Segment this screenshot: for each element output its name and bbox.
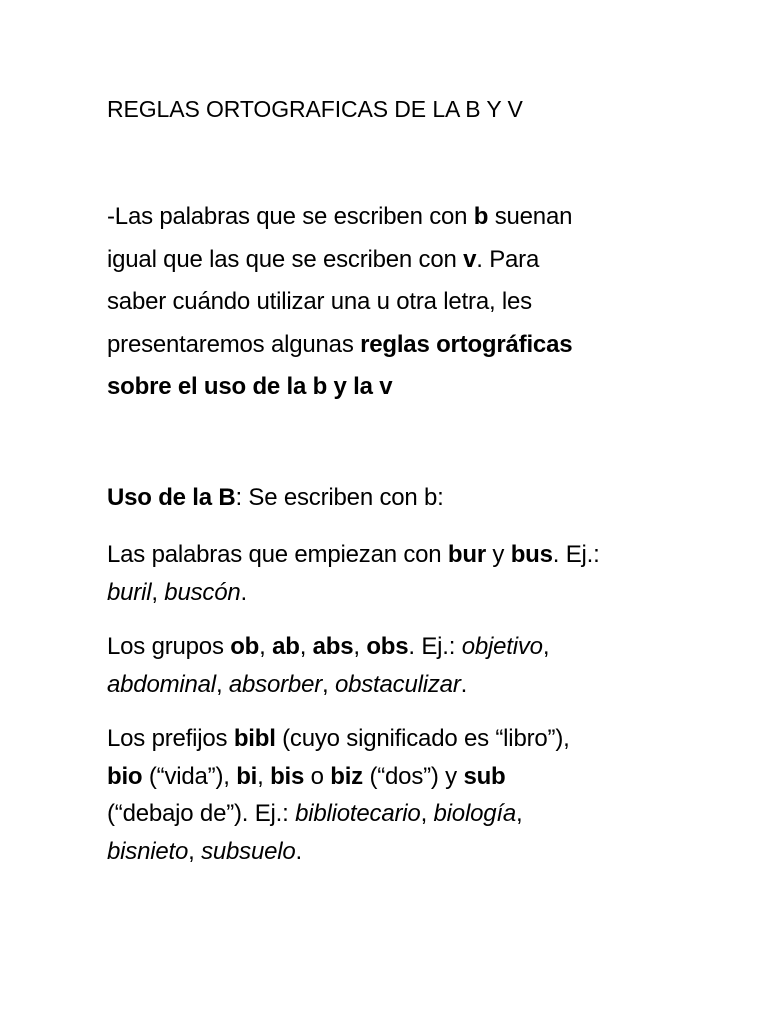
text-run: saber cuándo utilizar una u otra letra, les (107, 288, 532, 315)
text-run: (“debajo de”). Ej.: (107, 800, 296, 827)
text-run: . Ej.: (552, 541, 600, 568)
section-heading-uso-b (107, 477, 707, 520)
example-word: obstaculizar (334, 670, 461, 698)
bold-letter-v: v (463, 245, 477, 273)
intro-line (107, 281, 707, 324)
text-run: y (485, 541, 511, 568)
text-run: , (299, 633, 313, 660)
intro-line (107, 196, 707, 239)
text-run: (“dos”) y (362, 762, 464, 790)
rule-paragraph-bur-bus (107, 536, 707, 611)
text-run: (cuyo significado es “libro”), (275, 725, 570, 752)
text-run: , (542, 633, 550, 660)
text-run: . (460, 670, 468, 698)
intro-line (107, 239, 707, 282)
text-run: . (295, 837, 303, 865)
text-run: , (188, 837, 202, 865)
bold-term: ab (272, 633, 300, 660)
text-run: , (516, 800, 523, 827)
text-run: . (240, 578, 247, 606)
text-run: , (259, 633, 273, 660)
bold-term: bis (270, 762, 305, 790)
text-run: , (215, 670, 229, 698)
text-run: : Se escriben con b: (235, 484, 444, 511)
heading-line (107, 477, 707, 520)
bold-term: biz (330, 762, 363, 790)
text-run: , (151, 578, 165, 606)
text-run: . Para (476, 245, 540, 273)
text-run: , (322, 670, 335, 698)
text-run: Los prefijos (107, 725, 234, 752)
text-run: o (304, 762, 331, 790)
bold-phrase: reglas ortográficas (360, 330, 573, 358)
text-run: suenan (488, 203, 573, 230)
rule-line (107, 574, 707, 612)
bold-term: bi (236, 762, 258, 790)
text-run: presentaremos algunas (107, 330, 361, 358)
rule-paragraph-prefixes (107, 720, 707, 870)
text-run: , (353, 633, 367, 660)
bold-term: bus (510, 541, 553, 568)
example-word: bibliotecario (295, 800, 421, 827)
bold-term: sub (463, 762, 506, 790)
text-run: , (420, 800, 434, 827)
rule-paragraph-groups (107, 628, 707, 703)
bold-term: bur (447, 541, 486, 568)
example-word: buril (107, 578, 152, 606)
bold-term: ob (230, 633, 260, 660)
bold-phrase: sobre el uso de la b y la v (107, 373, 393, 400)
example-word: absorber (228, 670, 323, 698)
example-word: abdominal (107, 670, 216, 698)
example-word: biología (433, 800, 516, 827)
text-run: igual que las que se escriben con (107, 245, 464, 273)
rule-line (107, 628, 707, 666)
page-title: REGLAS ORTOGRAFICAS DE LA B Y V (107, 96, 523, 122)
text-run: (“vida”), (142, 762, 237, 790)
bold-term: obs (366, 633, 409, 660)
bold-term: abs (312, 633, 354, 660)
intro-line (107, 324, 707, 367)
text-run: , (257, 762, 271, 790)
bold-letter-b: b (473, 203, 489, 230)
text-run: Las palabras que empiezan con (107, 541, 448, 568)
text-run: . Ej.: (408, 633, 462, 660)
intro-paragraph (107, 196, 707, 409)
example-word: subsuelo (201, 837, 296, 865)
rule-line (107, 666, 707, 704)
example-word: buscón (164, 578, 241, 606)
bold-term: bio (107, 762, 143, 790)
rule-line (107, 720, 707, 758)
rule-line (107, 536, 707, 574)
intro-line (107, 366, 707, 409)
rule-line (107, 833, 707, 871)
bold-term: bibl (233, 725, 276, 752)
example-word: objetivo (461, 633, 543, 660)
rule-line (107, 758, 707, 796)
text-run: Los grupos (107, 633, 231, 660)
example-word: bisnieto (107, 837, 189, 865)
rule-line (107, 795, 707, 833)
text-run: -Las palabras que se escriben con (107, 203, 474, 230)
section-heading-label: Uso de la B (107, 484, 236, 511)
